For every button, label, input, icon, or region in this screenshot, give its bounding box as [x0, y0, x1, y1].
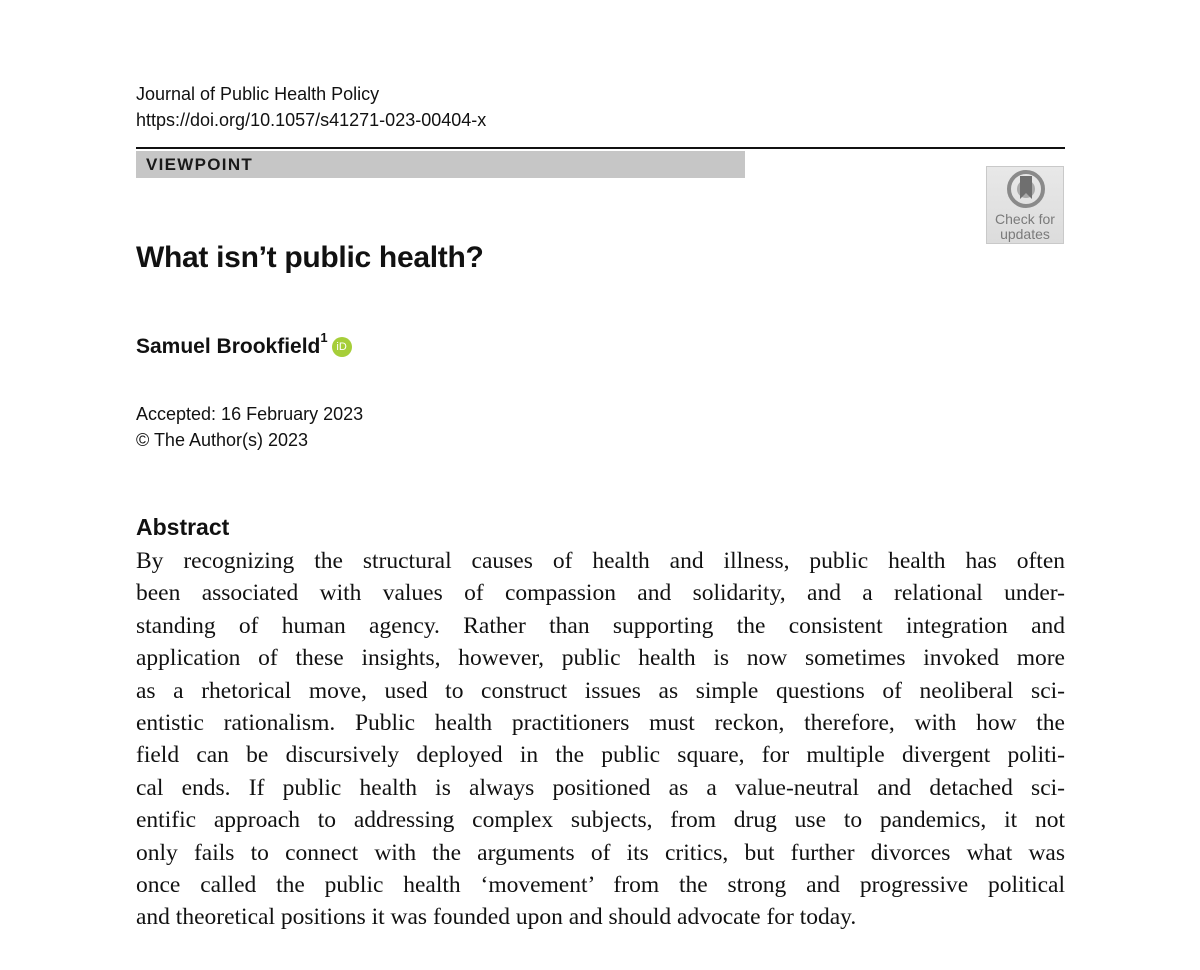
abstract-body [136, 545, 1065, 934]
accepted-date: Accepted: 16 February 2023 [136, 404, 364, 424]
author-name[interactable]: Samuel Brookfield [136, 335, 321, 358]
abstract-line: entific approach to addressing complex subjects, from drug use to pandemics, it not [136, 807, 1065, 834]
orcid-icon[interactable]: iD [332, 337, 352, 357]
abstract-line: cal ends. If public health is always positioned as a value-neutral and detached sci- [136, 774, 1065, 801]
abstract-line: only fails to connect with the arguments of its critics, but further divorces what was [136, 839, 1065, 866]
author-line [136, 326, 352, 362]
abstract-line: application of these insights, however, public health is now sometimes invoked more [136, 645, 1065, 672]
abstract-line: as a rhetorical move, used to construct issues as simple questions of neoliberal sci- [136, 677, 1065, 704]
affiliation-mark: 1 [320, 330, 328, 345]
abstract-line: once called the public health ‘movement’ from the strong and progressive political [136, 871, 1065, 898]
badge-text-line2: updates [1000, 226, 1050, 242]
doi-link[interactable]: https://doi.org/10.1057/s41271-023-00404-x [136, 110, 487, 130]
abstract-line: field can be discursively deployed in the public square, for multiple divergent politi- [136, 742, 1065, 769]
abstract-line: standing of human agency. Rather than supporting the consistent integration and [136, 612, 1065, 639]
abstract-line: By recognizing the structural causes of health and illness, public health has often [136, 548, 1065, 574]
abstract-line: and theoretical positions it was founded upon and should advocate for today. [136, 904, 857, 931]
article-title: What isn’t public health? [136, 241, 484, 274]
abstract-line: entistic rationalism. Public health practitioners must reckon, therefore, with how the [136, 709, 1065, 736]
abstract-line: been associated with values of compassion and solidarity, and a relational under- [136, 580, 1065, 607]
header-rule [136, 147, 1065, 149]
copyright-notice: © The Author(s) 2023 [136, 430, 309, 450]
abstract-heading: Abstract [136, 514, 230, 540]
section-bar [136, 151, 745, 178]
badge-text-line1: Check for [995, 211, 1055, 227]
journal-name: Journal of Public Health Policy [136, 84, 380, 104]
section-label: VIEWPOINT [146, 155, 254, 174]
check-for-updates-icon [1006, 169, 1046, 213]
check-for-updates-badge[interactable] [986, 166, 1064, 244]
